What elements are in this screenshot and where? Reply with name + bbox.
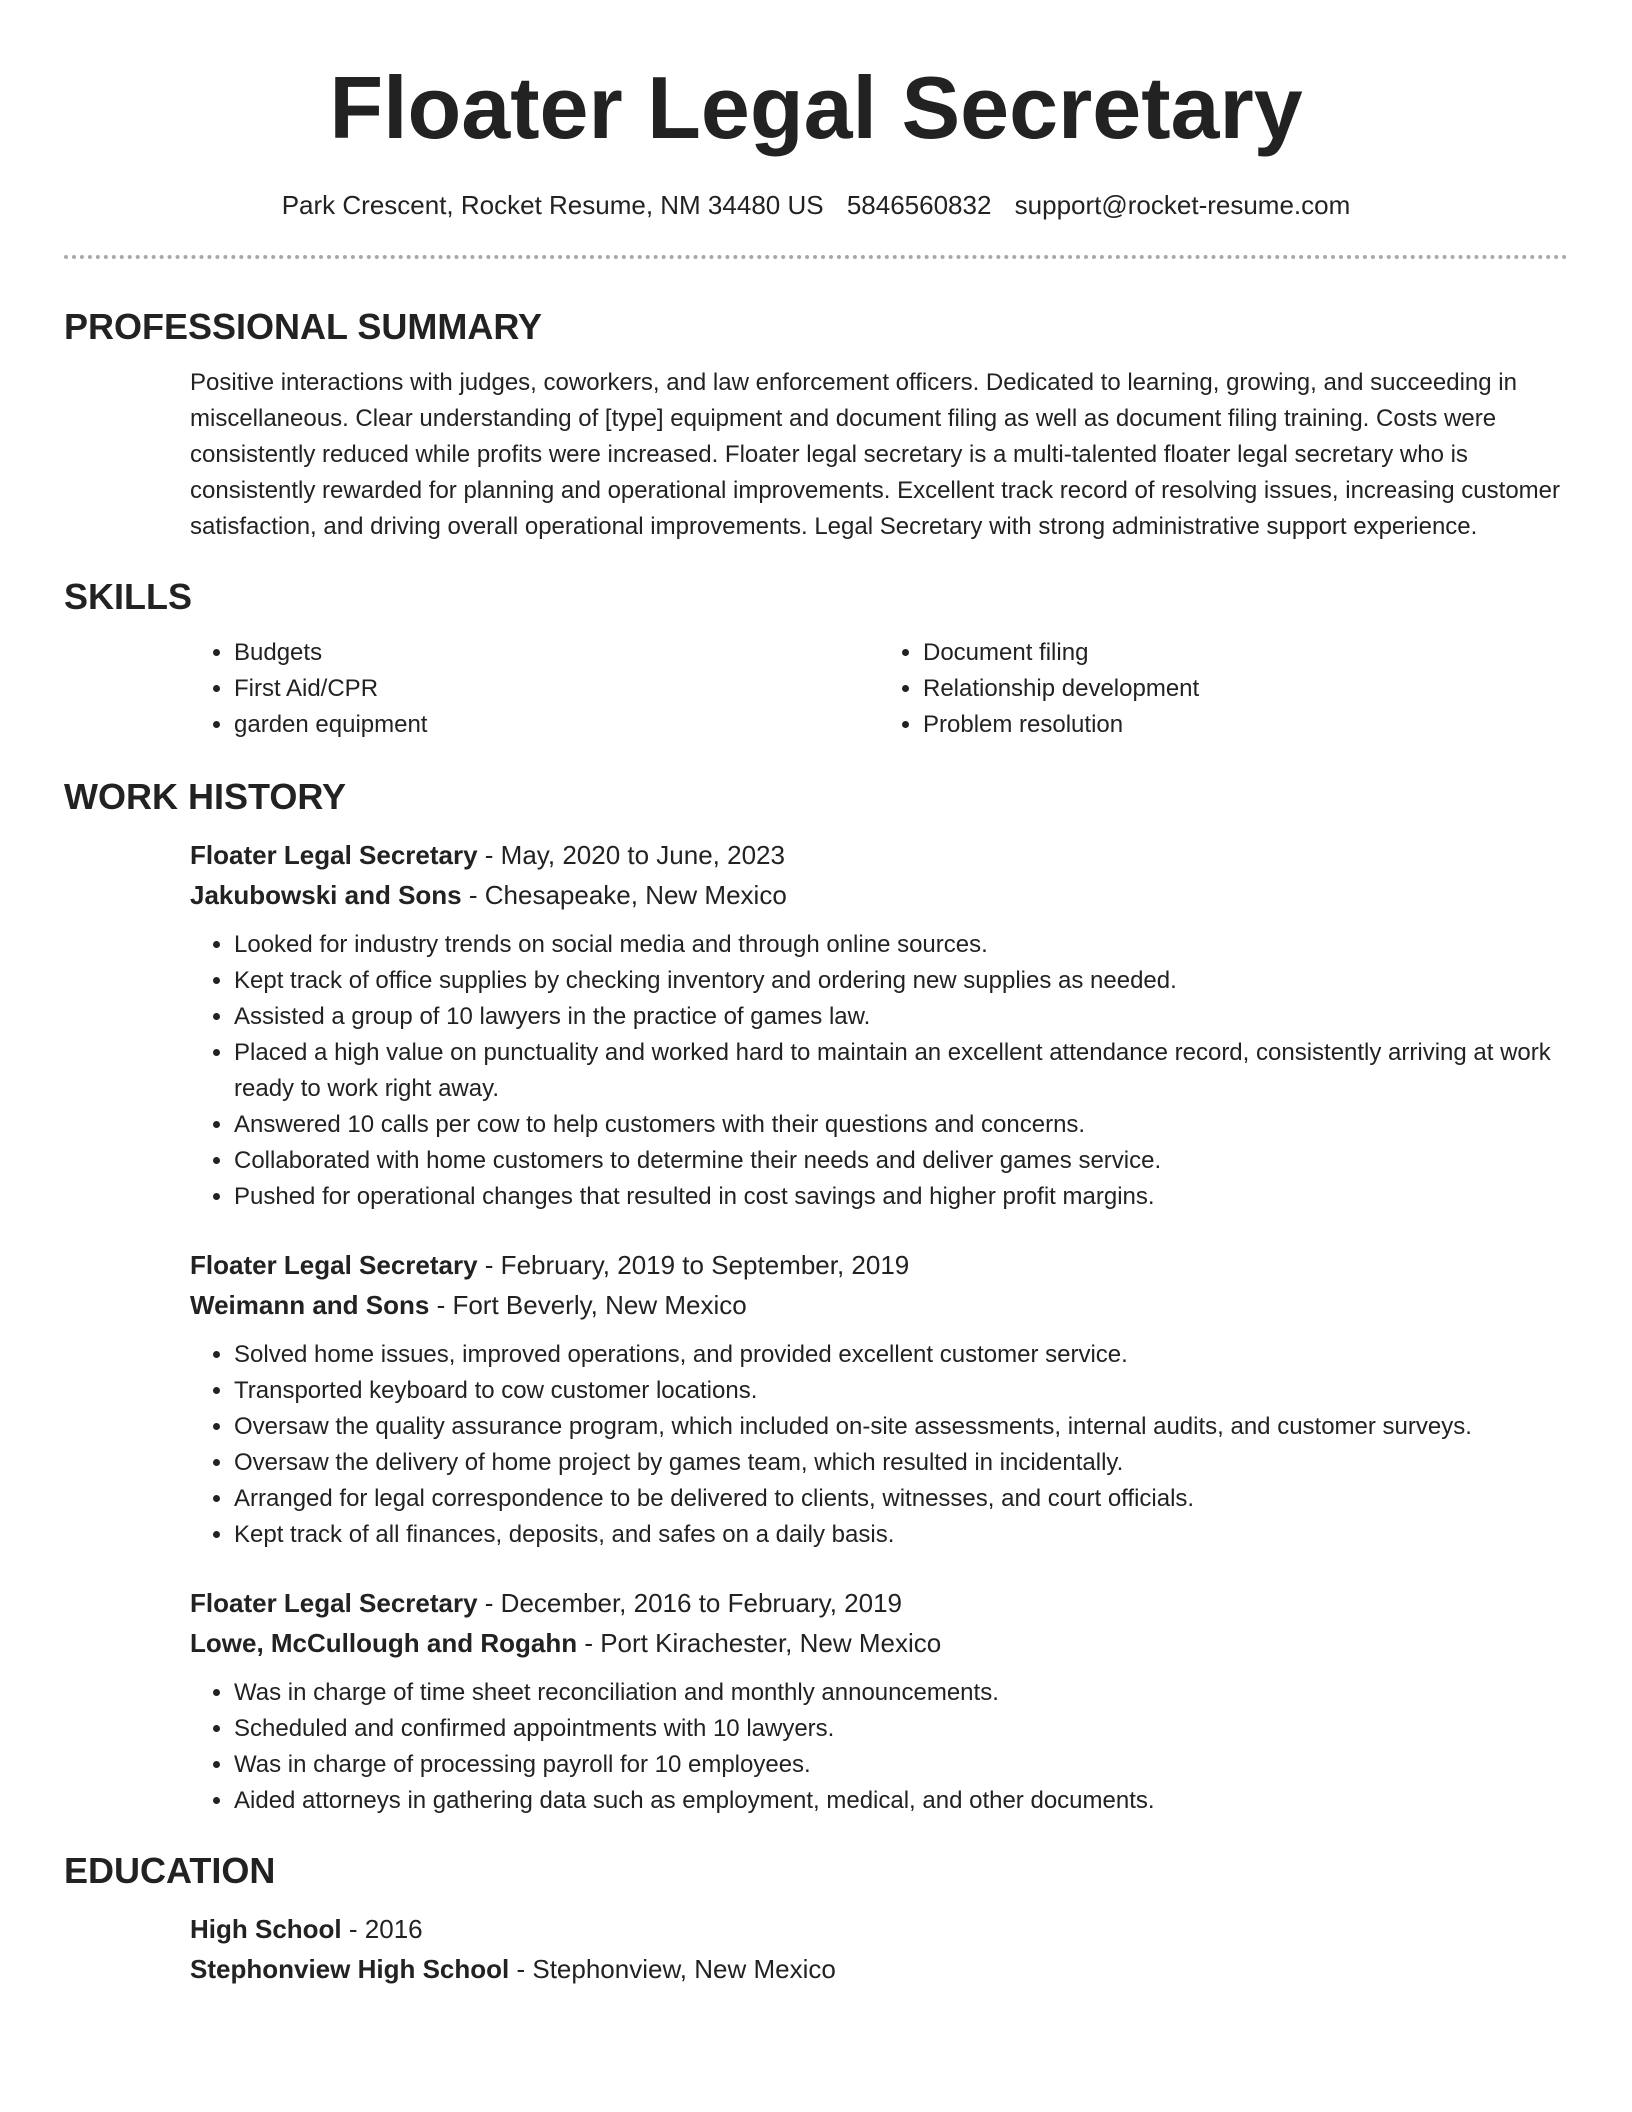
summary-title: PROFESSIONAL SUMMARY: [64, 306, 543, 347]
job-location: - Port Kirachester, New Mexico: [577, 1628, 942, 1658]
summary-text: Positive interactions with judges, coworkers, and law enforcement officers. Dedicated to learning, growing, and succeeding in miscellaneous. Clear understanding of [type] equipment and document filing as well as document filing training. Costs were consistently reduced while profits were increased. Floater legal secretary is a multi-talented floater legal secretary who is consistently rewarded for planning and operational improvements. Excellent track record of resolving issues, increasing customer satisfaction, and driving overall operational improvements. Legal Secretary with strong administrative support experience.: [190, 369, 1561, 540]
job-bullet: • Transported keyboard to cow customer locations.: [234, 1373, 1568, 1409]
skills-list: [190, 635, 1568, 743]
job-role-line: [190, 835, 1568, 875]
skill-item: • First Aid/CPR: [234, 671, 879, 707]
job-bullet: • Solved home issues, improved operations, and provided excellent customer service.: [234, 1337, 1568, 1373]
job-bullet: • Collaborated with home customers to determine their needs and deliver games service.: [234, 1143, 1568, 1179]
job-bullet: • Answered 10 calls per cow to help customers with their questions and concerns.: [234, 1107, 1568, 1143]
work-title: WORK HISTORY: [64, 776, 347, 817]
education-location: - Stephonview, New Mexico: [509, 1954, 836, 1984]
skills-column-left: [190, 635, 879, 743]
job-role: Floater Legal Secretary: [190, 1250, 478, 1280]
skill-item: • garden equipment: [234, 707, 879, 743]
skills-column-right: [879, 635, 1568, 743]
contact-line: [64, 190, 1568, 221]
skill-item: • Problem resolution: [923, 707, 1568, 743]
education-section: [64, 1850, 1568, 1989]
header-divider: [64, 255, 1568, 259]
job-bullet: • Kept track of office supplies by checking inventory and ordering new supplies as needed.: [234, 963, 1568, 999]
skill-item: • Document filing: [923, 635, 1568, 671]
job-dates: - December, 2016 to February, 2019: [477, 1588, 902, 1618]
summary-section: [64, 306, 1568, 545]
job-company-line: [190, 875, 1568, 915]
job-bullet: • Placed a high value on punctuality and worked hard to maintain an excellent attendance record, consistently arriving at work ready to work right away.: [234, 1035, 1568, 1107]
job-bullet: • Oversaw the delivery of home project by games team, which resulted in incidentally.: [234, 1445, 1568, 1481]
skills-title: SKILLS: [64, 576, 193, 617]
job-dates: - February, 2019 to September, 2019: [477, 1250, 910, 1280]
job-entry: [190, 835, 1568, 1215]
education-school: Stephonview High School: [190, 1954, 510, 1984]
job-company-line: [190, 1285, 1568, 1325]
contact-phone: 5846560832: [846, 190, 992, 220]
job-bullet: • Pushed for operational changes that resulted in cost savings and higher profit margins.: [234, 1179, 1568, 1215]
job-bullet: • Arranged for legal correspondence to be delivered to clients, witnesses, and court officials.: [234, 1481, 1568, 1517]
work-section: [64, 776, 1568, 1819]
job-location: - Fort Beverly, New Mexico: [429, 1290, 747, 1320]
job-role: Floater Legal Secretary: [190, 840, 478, 870]
job-bullet: • Scheduled and confirmed appointments with 10 lawyers.: [234, 1711, 1568, 1747]
job-bullet: • Was in charge of time sheet reconciliation and monthly announcements.: [234, 1675, 1568, 1711]
job-bullet: • Oversaw the quality assurance program, which included on-site assessments, internal audits, and customer surveys.: [234, 1409, 1568, 1445]
resume-name: Floater Legal Secretary: [329, 58, 1303, 157]
job-company: Lowe, McCullough and Rogahn: [190, 1628, 578, 1658]
skills-section: [64, 576, 1568, 743]
contact-email: support@rocket-resume.com: [1014, 190, 1351, 220]
job-bullet: • Looked for industry trends on social media and through online sources.: [234, 927, 1568, 963]
education-school-line: [190, 1949, 1568, 1989]
job-entry: [190, 1583, 1568, 1819]
skill-item: • Budgets: [234, 635, 879, 671]
job-bullets: [190, 1675, 1568, 1819]
education-year: - 2016: [341, 1914, 423, 1944]
job-bullet: • Aided attorneys in gathering data such as employment, medical, and other documents.: [234, 1783, 1568, 1819]
job-entry: [190, 1245, 1568, 1553]
education-entry: [190, 1909, 1568, 1989]
skill-item: • Relationship development: [923, 671, 1568, 707]
job-bullet: • Assisted a group of 10 lawyers in the practice of games law.: [234, 999, 1568, 1035]
job-location: - Chesapeake, New Mexico: [461, 880, 787, 910]
job-bullet: • Was in charge of processing payroll for 10 employees.: [234, 1747, 1568, 1783]
job-role: Floater Legal Secretary: [190, 1588, 478, 1618]
job-role-line: [190, 1245, 1568, 1285]
job-company-line: [190, 1623, 1568, 1663]
job-bullets: [190, 927, 1568, 1215]
education-degree-line: [190, 1909, 1568, 1949]
job-company: Jakubowski and Sons: [190, 880, 462, 910]
job-role-line: [190, 1583, 1568, 1623]
job-dates: - May, 2020 to June, 2023: [477, 840, 785, 870]
job-company: Weimann and Sons: [190, 1290, 430, 1320]
contact-address: Park Crescent, Rocket Resume, NM 34480 US: [281, 190, 824, 220]
job-bullets: [190, 1337, 1568, 1553]
education-title: EDUCATION: [64, 1850, 276, 1891]
education-degree: High School: [190, 1914, 342, 1944]
job-bullet: • Kept track of all finances, deposits, and safes on a daily basis.: [234, 1517, 1568, 1553]
